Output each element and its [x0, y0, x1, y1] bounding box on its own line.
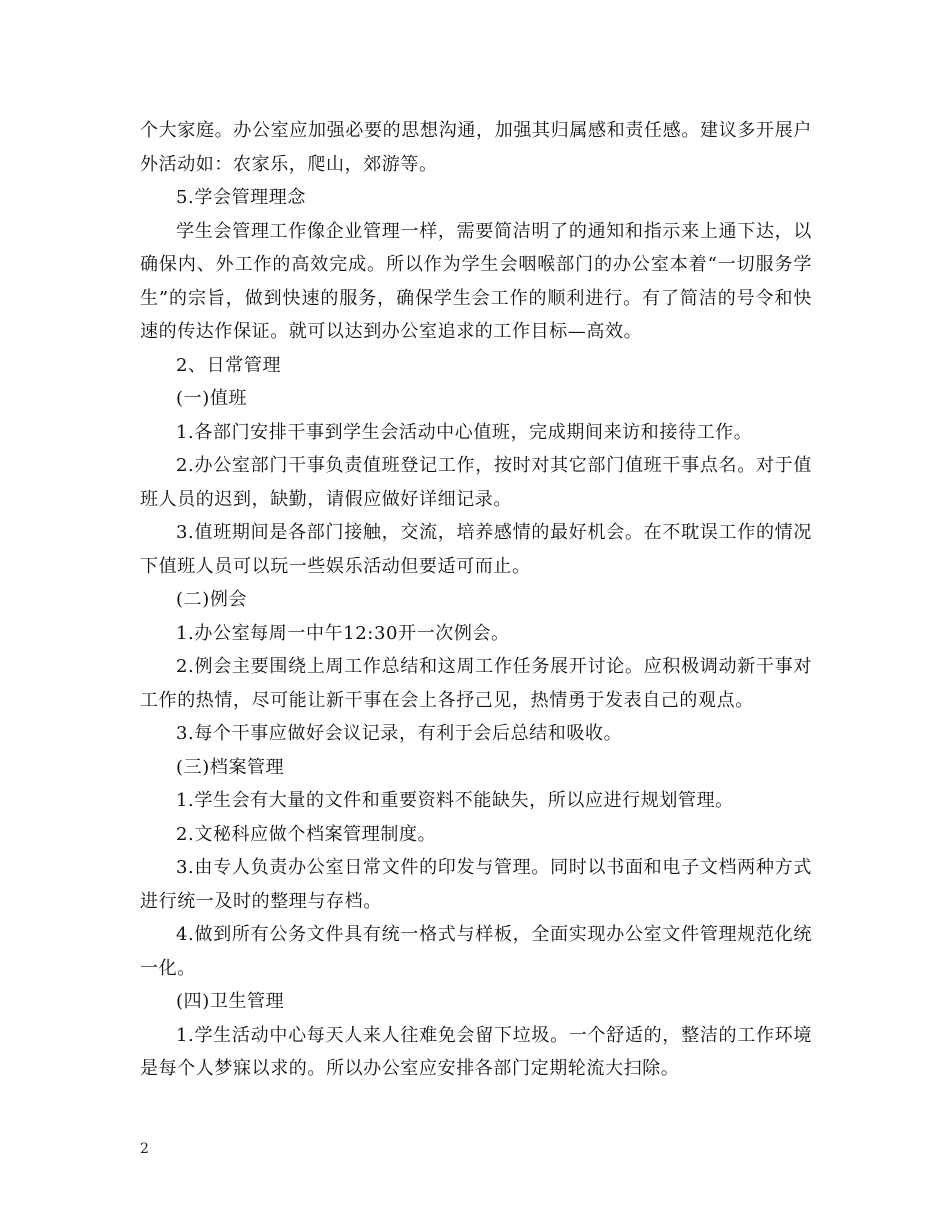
subheading-archive: (三)档案管理 — [176, 756, 285, 778]
document-body — [140, 114, 812, 1086]
list-item-hygiene-1: 1.学生活动中心每天人来人往难免会留下垃圾。一个舒适的，整洁的工作环境是每个人梦寐以求的。所以办公室应安排各部门定期轮流大扫除。 — [140, 1024, 812, 1079]
list-item-duty-2: 2.办公室部门干事负责值班登记工作，按时对其它部门值班干事点名。对于值班人员的迟到，缺勤，请假应做好详细记录。 — [140, 455, 812, 510]
list-item-meeting-2: 2.例会主要围绕上周工作总结和这周工作任务展开讨论。应积极调动新干事对工作的热情，尽可能让新干事在会上各抒己见，热情勇于发表自己的观点。 — [140, 656, 812, 711]
list-item-duty-1: 1.各部门安排干事到学生会活动中心值班，完成期间来访和接待工作。 — [176, 421, 753, 443]
subheading-duty: (一)值班 — [176, 388, 248, 409]
list-item-archive-1: 1.学生会有大量的文件和重要资料不能缺失，所以应进行规划管理。 — [176, 790, 734, 811]
list-item-duty-3: 3.值班期间是各部门接触，交流，培养感情的最好机会。在不耽误工作的情况下值班人员可以玩一些娱乐活动但要适可而止。 — [140, 522, 812, 577]
list-item-meeting-3: 3.每个干事应做好会议记录，有利于会后总结和吸收。 — [176, 723, 623, 744]
list-item-archive-3: 3.由专人负责办公室日常文件的印发与管理。同时以书面和电子文档两种方式进行统一及时的整理与存档。 — [140, 857, 812, 912]
list-item-archive-2: 2.文秘科应做个档案管理制度。 — [176, 823, 437, 845]
list-item-meeting-1: 1.办公室每周一中午12:30开一次例会。 — [176, 622, 510, 644]
list-item-archive-4: 4.做到所有公务文件具有统一格式与样板，全面实现办公室文件管理规范化统一化。 — [140, 924, 812, 979]
section-heading-daily-management: 2、日常管理 — [176, 354, 282, 376]
page-number: 2 — [140, 1141, 149, 1157]
paragraph-1: 个大家庭。办公室应加强必要的思想沟通，加强其归属感和责任感。建议多开展户外活动如：农家乐，爬山，郊游等。 — [140, 120, 812, 175]
subheading-meeting: (二)例会 — [176, 589, 248, 610]
subheading-hygiene: (四)卫生管理 — [176, 991, 285, 1012]
paragraph-management-philosophy: 学生会管理工作像企业管理一样，需要简洁明了的通知和指示来上通下达，以确保内、外工作的高效完成。所以作为学生会咽喉部门的办公室本着“一切服务学生”的宗旨，做到快速的服务，确保学生会工作的顺利进行。有了简洁的号令和快速的传达作保证。就可以达到办公室追求的工作目标—高效。 — [140, 220, 812, 342]
section-heading-learn-management: 5.学会管理理念 — [176, 187, 306, 208]
